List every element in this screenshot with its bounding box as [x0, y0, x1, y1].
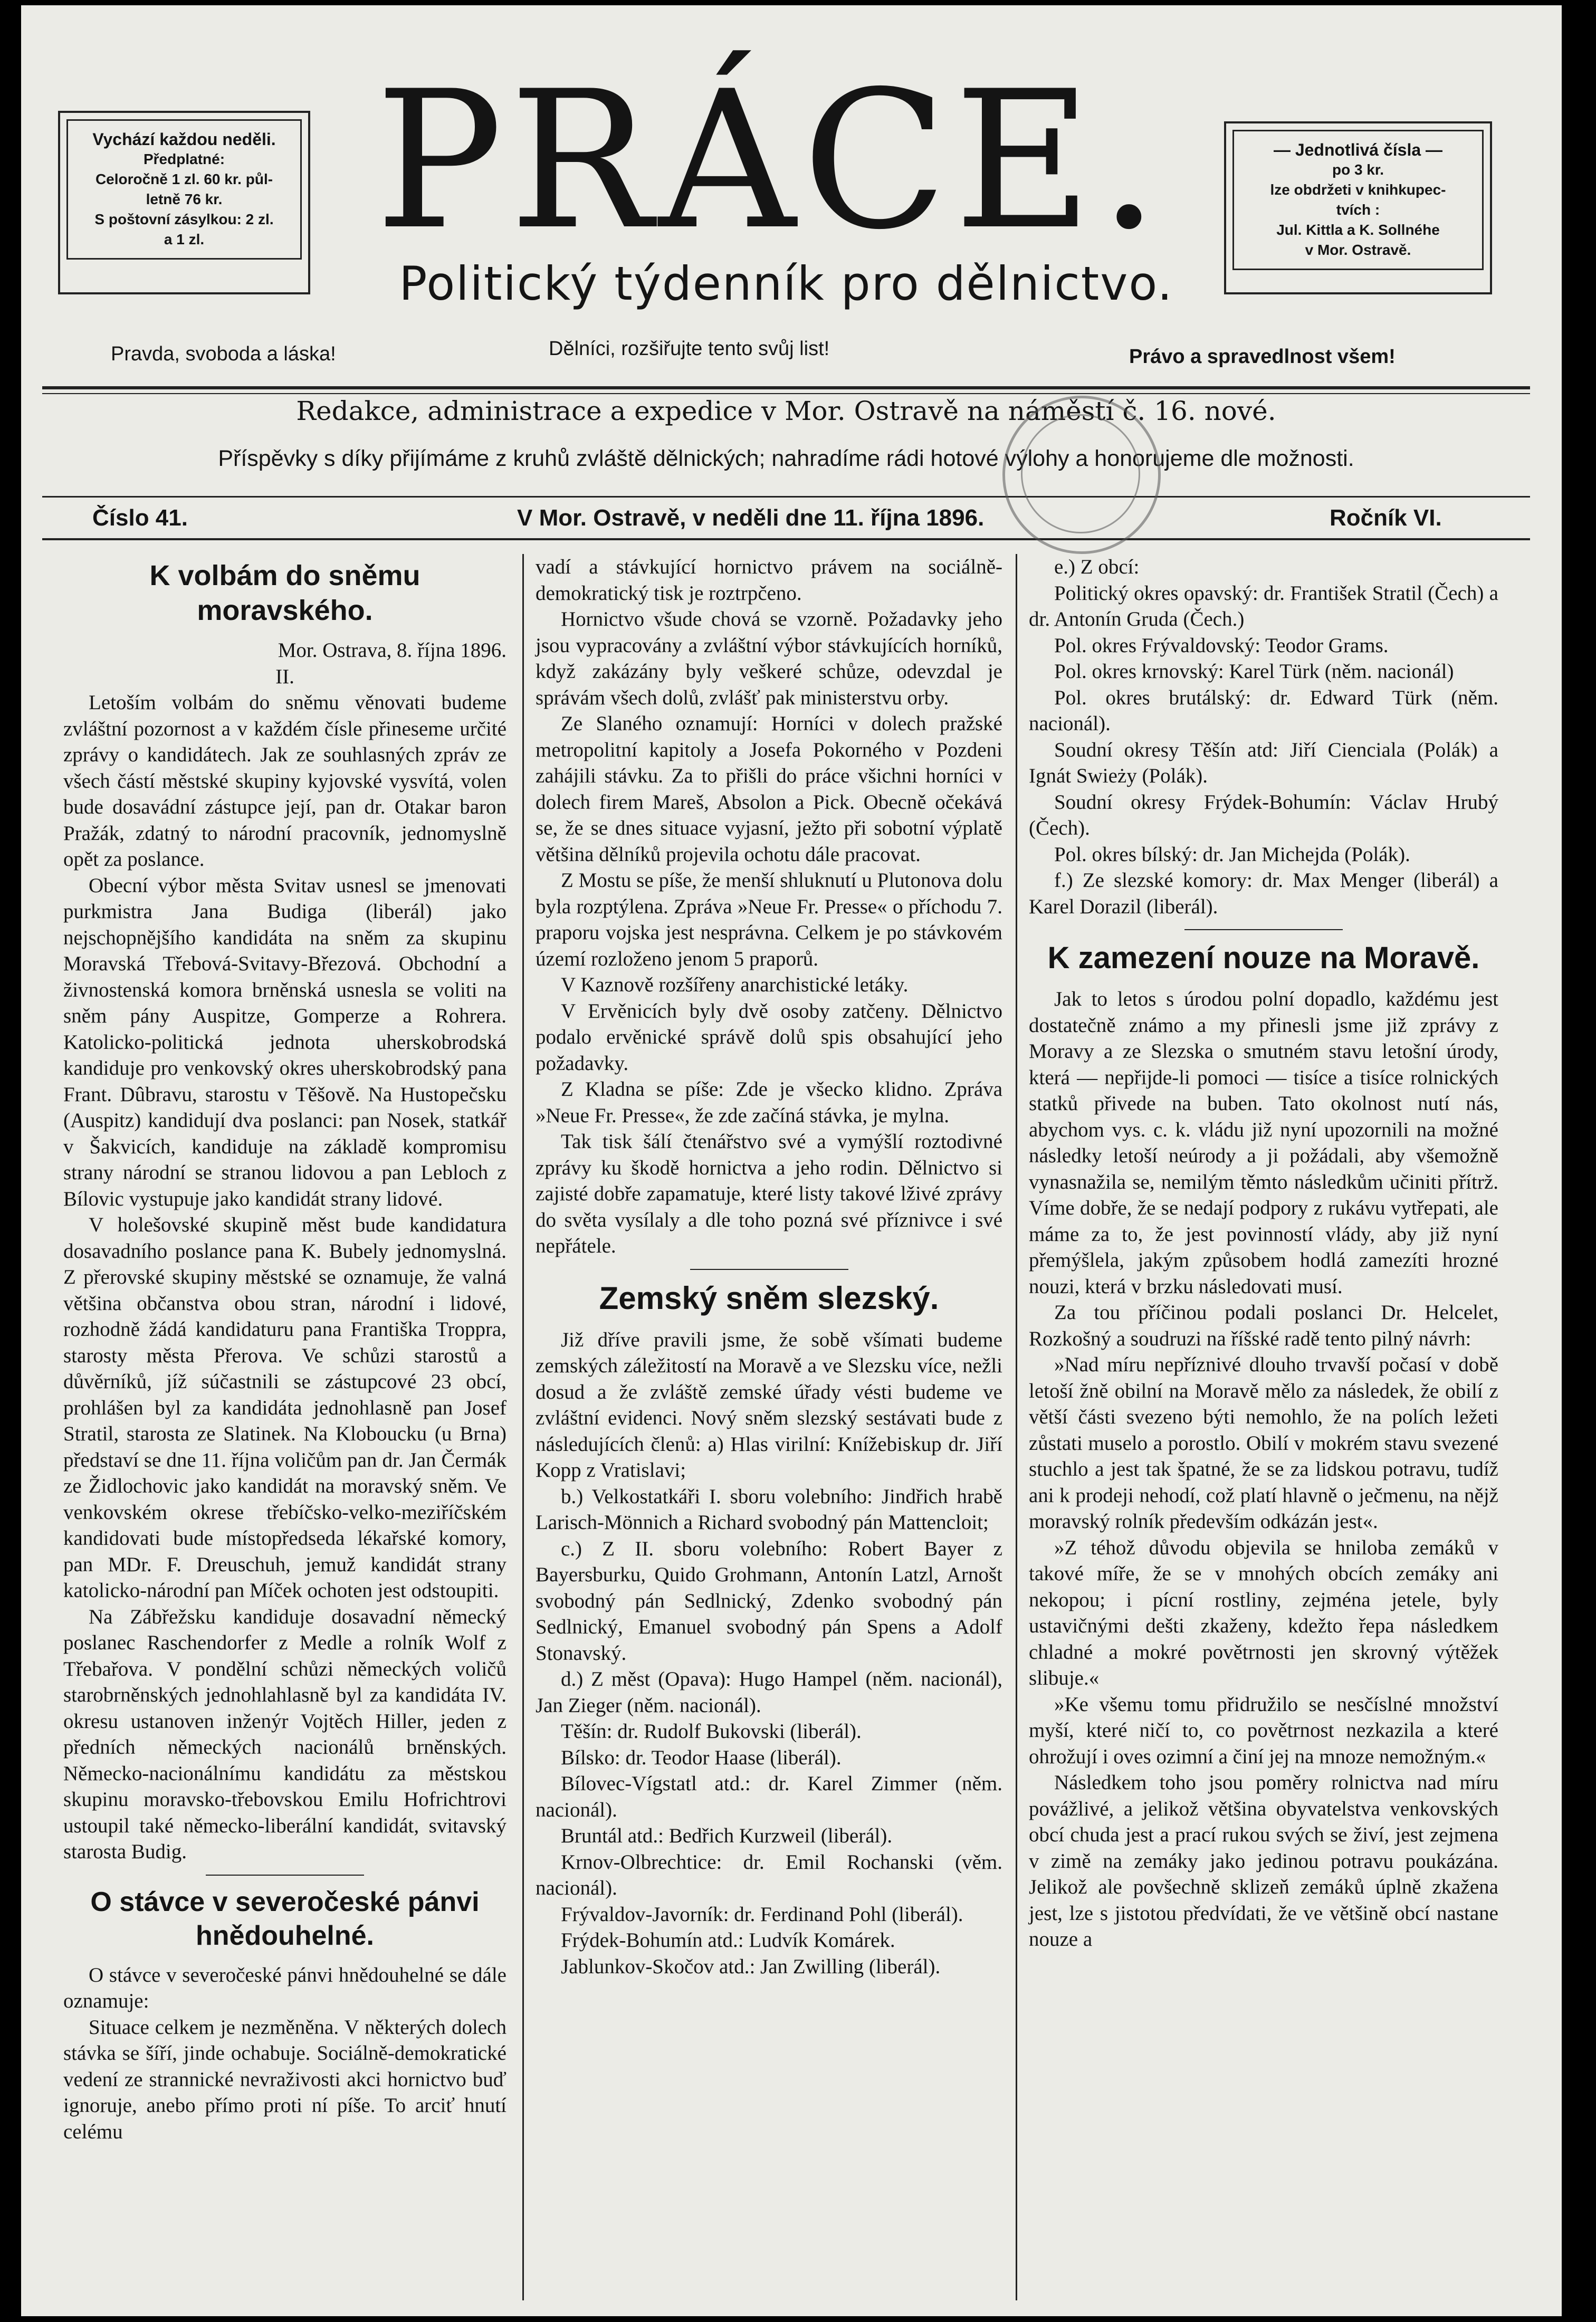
- paragraph: Frýdek-Bohumín atd.: Ludvík Komárek.: [561, 1929, 895, 1952]
- paragraph: V holešovské skupině měst bude kandidatura dosavadního poslance pana K. Bubely jednomyslná. Z přerovské skupiny městské se oznamuje, že valná většina občanstva obou stran, národní i lidové, rozhodně žádá kandidaturu pana Františka Troppra, starosty města Přerova. Ve schůzi starostů a důvěrníků, jíž súčastnili se zástupcové 23 obcí, prohlášen byl za kandidáta jednohlasně pan Josef Stratil, starosta ze Slatinek. Na Kloboucku (u Brna) představí se dne 11. října voličům pan dr. Jan Čermák ze Židlochovic jako kandidát na moravský sněm. Ve venkovském okrese třebíčsko-velko-meziříčském kandidovati bude místopředseda lékařské komory, pan MDr. F. Dreuschuh, jemuž kandidát strany katolicko-národní pan Míček ochoten jest odstoupiti.: [63, 1213, 506, 1602]
- paragraph: vadí a stávkující hornictvo právem na sociálně-demokratický tisk je roztrpčeno.: [536, 556, 1002, 605]
- paragraph: »Ke všemu tomu přidružilo se nesčíslné množství myší, které ničí to, co povětrnost nezkazila a které ohrožují i oves ozimní a činí jej na mnoze nemožným.«: [1029, 1693, 1498, 1768]
- paragraph: c.) Z II. sboru volebního: Robert Bayer z Bayersburku, Quido Grohmann, Antonín Latzl, Arnošt svobodný pán Sedlnický, Zdenko svobodný pán Sedlnický, Emanuel svobodný pán Spens a Adolf Stonavský.: [536, 1537, 1002, 1665]
- subscription-line: letně 76 kr.: [146, 191, 223, 207]
- subscription-line: Předplatné:: [143, 151, 225, 167]
- single-copy-box: [1224, 121, 1492, 294]
- divider: [42, 386, 1530, 389]
- paragraph: f.) Ze slezské komory: dr. Max Menger (liberál) a Karel Dorazil (liberál).: [1029, 869, 1498, 918]
- paragraph: Již dříve pravili jsme, že sobě všímati budeme zemských záležitostí na Moravě a ve Slezsku více, nežli dosud a že zvláště zemské úřady vésti budeme ve zvláštní evidenci. Nový sněm slezský sestávati bude z následujících členů: a) Hlas virilní: Knížebiskup dr. Jiří Kopp z Vratislavi;: [536, 1328, 1002, 1482]
- paragraph: Jablunkov-Skočov atd.: Jan Zwilling (liberál).: [561, 1955, 941, 1978]
- column-2: [536, 554, 1002, 1980]
- paragraph: b.) Velkostatkáři I. sboru volebního: Jindřich hrabě Larisch-Mönnich a Richard svobodný pán Mattencloit;: [536, 1485, 1002, 1534]
- paragraph: Za tou příčinou podali poslanci Dr. Helcelet, Rozkošný a soudruzi na říšské radě tento pilný návrh:: [1029, 1301, 1498, 1350]
- paragraph: Z Mostu se píše, že menší shluknutí u Plutonova dolu byla rozptýlena. Zpráva »Neue Fr. Presse« o příchodu 7. praporu vojska jest nesprávna. Celkem je po stávkovém území rozloženo jenom 5 praporů.: [536, 869, 1002, 970]
- single-copy-line: lze obdržeti v knihkupec-: [1270, 181, 1446, 198]
- paragraph: V Kaznově rozšířeny anarchistické letáky.: [561, 973, 909, 996]
- article-divider: [1184, 929, 1343, 930]
- divider: [42, 496, 1530, 498]
- paragraph: Soudní okresy Těšín atd: Jiří Cienciala (Polák) a Ignát Swieży (Polák).: [1029, 738, 1498, 787]
- paragraph: Pol. okres Frývaldovský: Teodor Grams.: [1054, 634, 1389, 657]
- subscription-box: [58, 111, 310, 294]
- paragraph: Následkem toho jsou poměry rolnictva nad míru povážlivé, a jelikož většina obyvatelstva venkovských obcí chuda jest a prací rukou svých se živí, jest zejmena v zimě na zemáky jako jedinou potravu poukázána. Jelikož ale povšechně sklizeň zemáků úplně zkažena jest, lze s jistotou předvídati, že ve většině obcí nastane nouze a: [1029, 1771, 1498, 1951]
- dateline: V Mor. Ostravě, v neděli dne 11. října 1896.: [517, 505, 985, 531]
- column-rule: [1016, 554, 1017, 2300]
- motto-center: Dělníci, rozšiřujte tento svůj list!: [549, 338, 830, 360]
- paragraph: Krnov-Olbrechtice: dr. Emil Rochanski (věm. nacionál).: [536, 1850, 1002, 1899]
- masthead-subtitle: Politický týdenník pro dělnictvo.: [399, 256, 1173, 311]
- article-headline: Zemský sněm slezský.: [599, 1280, 939, 1316]
- paragraph: Soudní okresy Frýdek-Bohumín: Václav Hrubý (Čech).: [1029, 790, 1498, 839]
- single-copy-line: tvích :: [1336, 202, 1380, 218]
- paragraph: Hornictvo všude chová se vzorně. Požadavky jeho jsou vypracovány a zvláštní výbor stávkujících horníků, když zakázány byly veškeré schůze, odevzdal je správám všech dolů, zvlášť pak ministerstvu orby.: [536, 608, 1002, 709]
- article-headline: K volbám do sněmu moravského.: [149, 560, 420, 626]
- paragraph: Jak to letos s úrodou polní dopadlo, každému jest dostatečně známo a my přinesli jsme již zprávy z Moravy a ze Slezska o smutném stavu letošní úrody, která — nepřijde-li pomoci — tisíce a tisíce rolnických statků přivede na buben. Tato okolnost nutí nás, abychom vys. c. k. vládu již nyní upozornili na možné následky letoší neúrody a ji požádali, aby všemožně vynasnažila se, nemilým těmto následkům učiniti přítrž. Víme dobře, že se nedají podpory z rukávu vytřepati, ale máme za to, že jest povinností vlády, aby již nyní přemýšlela, jakým způsobem hodlá zamezíti hrozné nouzi, která v brzku následovati musí.: [1029, 988, 1498, 1298]
- article-divider: [206, 1875, 364, 1876]
- paragraph: Z Kladna se píše: Zde je všecko klidno. Zpráva »Neue Fr. Presse«, že zde začíná stávka, je mylna.: [536, 1078, 1002, 1127]
- article-divider: [690, 1269, 848, 1270]
- article-headline: O stávce v severočeské pánvi hnědouhelné.: [90, 1886, 480, 1951]
- masthead-title: PRÁCE.: [375, 50, 1165, 271]
- paragraph: O stávce v severočeské pánvi hnědouhelné se dále oznamuje:: [63, 1963, 506, 2012]
- paragraph: Politický okres opavský: dr. František Stratil (Čech) a dr. Antonín Gruda (Čech.): [1029, 581, 1498, 630]
- paragraph: Těšín: dr. Rudolf Bukovski (liberál).: [561, 1720, 862, 1743]
- subscription-line: S poštovní zásylkou: 2 zl.: [94, 211, 274, 227]
- editorial-address: Redakce, administrace a expedice v Mor. Ostravě na náměstí č. 16. nové.: [296, 396, 1276, 426]
- paragraph: Pol. okres bílský: dr. Jan Michejda (Polák).: [1054, 843, 1410, 866]
- article-dateline: Mor. Ostrava, 8. října 1896.: [278, 639, 506, 662]
- contributions-note: Příspěvky s díky přijímáme z kruhů zvláště dělnických; nahradíme rádi hotové výlohy a honorujeme dle možnosti.: [218, 446, 1354, 471]
- paragraph: Bílovec-Vígstatl atd.: dr. Karel Zimmer (něm. nacionál).: [536, 1772, 1002, 1821]
- paragraph: Situace celkem je nezměněna. V některých dolech stávka se šíří, jinde ochabuje. Sociálně-demokratické vedení ze strannické nevraživosti akci hornictvo buď ignoruje, anebo přímo proti ní píše. To arciť hnutí celému: [63, 2015, 506, 2143]
- single-copy-line: Jul. Kittla a K. Sollnéhe: [1276, 222, 1440, 238]
- article-part: II.: [275, 665, 294, 688]
- column-1: [63, 554, 506, 2145]
- paragraph: Bruntál atd.: Bedřich Kurzweil (liberál).: [561, 1824, 893, 1847]
- paragraph: Ze Slaného oznamují: Horníci v dolech pražské metropolitní kapitoly a Josefa Pokorného v Pozdeni zahájili stávku. Za to přišli do práce všichni horníci v dolech firem Mareš, Absolon a Pick. Obecně očekává se, že se dnes situace vyjasní, ježto při sobotní výplatě většina dělníků projevila ochotu dále pracovat.: [536, 712, 1002, 866]
- subscription-line: Celoročně 1 zl. 60 kr. půl-: [95, 171, 273, 187]
- single-copy-line: v Mor. Ostravě.: [1305, 242, 1411, 258]
- column-rule: [522, 554, 524, 2300]
- column-3: [1029, 554, 1498, 1953]
- subscription-line: a 1 zl.: [164, 231, 205, 247]
- volume: Ročník VI.: [1330, 505, 1442, 531]
- paragraph: e.) Z obcí:: [1054, 556, 1140, 578]
- paragraph: Letoším volbám do sněmu věnovati budeme zvláštní pozornost a v každém čísle přineseme určité zprávy o kandidátech. Jak ze souhlasných zpráv ze všech částí městské skupiny kyjovské vysvítá, volen bude dosavádní zástupce její, pan dr. Otakar baron Pražák, zdatný to národní pracovník, jednomyslně opět za poslance.: [63, 691, 506, 871]
- paragraph: Pol. okres brutálský: dr. Edward Türk (něm. nacionál).: [1029, 686, 1498, 735]
- single-copy-heading: — Jednotlivá čísla —: [1273, 140, 1443, 159]
- paragraph: V Ervěnicích byly dvě osoby zatčeny. Dělnictvo podalo ervěnické správě dolů spis obsahující jeho požadavky.: [536, 999, 1002, 1075]
- paragraph: Pol. okres krnovský: Karel Türk (něm. nacionál): [1054, 660, 1454, 683]
- paragraph: d.) Z měst (Opava): Hugo Hampel (něm. nacionál), Jan Zieger (něm. nacionál).: [536, 1668, 1002, 1717]
- motto-left: Pravda, svoboda a láska!: [111, 343, 336, 365]
- motto-right: Právo a spravedlnost všem!: [1129, 346, 1396, 368]
- single-copy-line: po 3 kr.: [1332, 161, 1384, 178]
- paragraph: »Z téhož důvodu objevila se hniloba zemáků v takové míře, že se v mnohých obcích zemáky ani nekopou; i pícní rostliny, zejména jetele, byly ustavičnými dešti zkaženy, kdežto řepa následkem chladné a mokré povětrnosti jen skrovný výtěžek slibuje.«: [1029, 1536, 1498, 1689]
- single-copy-box-inner: [1232, 130, 1484, 270]
- issue-number: Číslo 41.: [92, 505, 188, 531]
- article-headline: K zamezení nouze na Moravě.: [1047, 941, 1480, 975]
- paragraph: »Nad míru nepříznivé dlouho trvavší počasí v době letoší žně obilní na Moravě mělo za následek, že obilí z větší části svezeno býti nemohlo, že na polích ležeti zůstati muselo a porostlo. Obilí v mokrém stavu svezené stuchlo a jest tak špatné, že se za lidskou potravu, tudíž ani k prodeji nehodí, což platí hlavně o ječmenu, na nějž moravský rolník především odkázán jest«.: [1029, 1353, 1498, 1533]
- paragraph: Na Zábřežsku kandiduje dosavadní německý poslanec Raschendorfer z Medle a rolník Wolf z Třebařova. V pondělní schůzi německých voličů starobrněnských jednohlahlasně byl za kandidáta IV. okresu ustanoven inženýr Vojtěch Hiller, jeden z předních německých nacionálů brněnských. Německo-nacionálnímu kandidátu za městskou skupinu moravsko-třebovskou Emilu Hofrichtrovi ustoupil také německo-liberální kandidát, svitavský starosta Budig.: [63, 1605, 506, 1863]
- subscription-heading: Vychází každou neděli.: [92, 130, 276, 149]
- paragraph: Bílsko: dr. Teodor Haase (liberál).: [561, 1746, 842, 1769]
- newspaper-page: [21, 5, 1562, 2316]
- subscription-box-inner: [66, 119, 302, 260]
- divider: [42, 393, 1530, 394]
- library-stamp: [1002, 396, 1161, 554]
- paragraph: Obecní výbor města Svitav usnesl se jmenovati purkmistra Jana Budiga (liberál) jako nejschopnějšího kandidáta na sněm za skupinu Moravská Třebová-Svitavy-Březová. Obchodní a živnostenská komora brněnská usnesla se voliti na sněm pány Auspitze, Gomperze a Rohrera. Katolicko-politická jednota uherskobrodská kandiduje pro venkovský okres uherskobrodský pana Frant. Dûbravu, starostu v Těšově. Na Hustopečsku (Auspitz) kandidují dva poslanci: pan Nosek, statkář v Šakvicích, kandiduje na základě kompromisu strany národní se stranou lidovou a pan Lebloch z Bílovic vystupuje jako kandidát strany lidové.: [63, 874, 506, 1210]
- paragraph: Tak tisk šálí čtenářstvo své a vymýšlí roztodivné zprávy ku škodě hornictva a jeho rodin. Dělnictvo si zajisté dobře zapamatuje, které listy takové lživé zprávy do světa vysílaly a dle toho pozná své příznivce i své nepřátele.: [536, 1130, 1002, 1257]
- library-stamp-inner: [1021, 414, 1140, 533]
- divider: [42, 538, 1530, 540]
- paragraph: Frývaldov-Javorník: dr. Ferdinand Pohl (liberál).: [561, 1903, 963, 1926]
